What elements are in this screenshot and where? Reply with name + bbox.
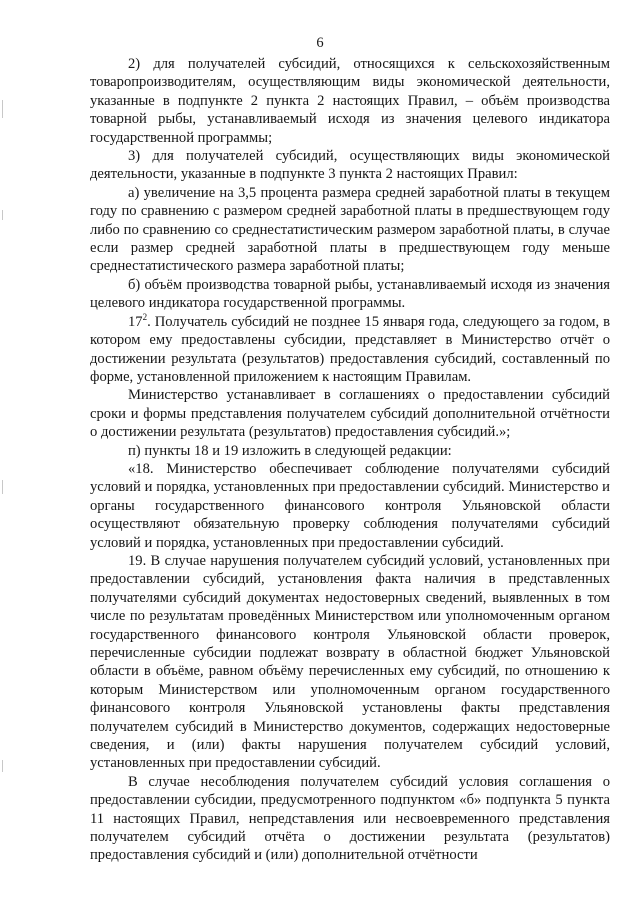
paragraph-item-17-2 [90,313,610,387]
page-number: 6 [316,35,324,51]
paragraph-item-19: 19. В случае нарушения получателем субсидий условий, установленных при предоставлении субсидий, установления факта наличия в представленных получателями субсидий документах недостоверных сведений, выявленных в том числе по результатам проведённых Министерством или уполномоченным органом государственного финансового контроля Ульяновской области проверок, перечисленные субсидии подлежат возврату в областной бюджет Ульяновской области в объёме, равном объёму перечисленных ему субсидий, по отношению к которым Министерством или уполномоченным органом государственного финансового контроля Ульяновской установлены факты представления получателем субсидий в Министерство документов, содержащих недостоверные сведения, и (или) факты нарушения получателем субсидий условий, установленных при предоставлении субсидий. [90,552,610,772]
paragraph-subitem-3: 3) для получателей субсидий, осуществляющих виды экономической деятельности, указанные в подпункте 3 пункта 2 настоящих Правил: [90,148,610,183]
item-text: . Получатель субсидий не позднее 15 января года, следующего за годом, в котором ему предоставлены субсидии, представляет в Министерство отчёт о достижении результата (результатов) предоставления субсидий, составленный по форме, установленной приложением к настоящим Правилам. [90,313,610,385]
document-body [90,55,610,865]
scan-margin-marks [0,60,6,880]
item-number: 17 [128,313,143,330]
paragraph-subitem-b: б) объём производства товарной рыбы, устанавливаемый исходя из значения целевого индикатора государственной программы. [90,276,610,312]
item-superscript: 2 [142,311,148,322]
paragraph-ministry-agreements: Министерство устанавливает в соглашениях о предоставлении субсидий сроки и формы представления получателем субсидий дополнительной отчётности о достижении результата (результатов) предоставления субсидий.»; [90,387,610,441]
paragraph-item-18: «18. Министерство обеспечивает соблюдение получателями субсидий условий и порядка, установленных при предоставлении субсидий. Министерство и органы государственного финансового контроля Ульяновской области осуществляют обязательную проверку соблюдения получателями субсидий условий и порядка, установленных при предоставлении субсидий. [90,460,610,551]
paragraph-noncompliance: В случае несоблюдения получателем субсидий условия соглашения о предоставлении субсидии, предусмотренного подпунктом «б» подпункта 5 пункта 11 настоящих Правил, непредставления или несвоевременного представления получателем субсидий отчёта о достижении результата (результатов) предоставления субсидий и (или) дополнительной отчётности [90,773,610,864]
paragraph-subitem-a: а) увеличение на 3,5 процента размера средней заработной платы в текущем году по сравнению с размером средней заработной платы в предшествующем году либо по сравнению со среднестатистическим размером заработной платы, в случае если размер средней заработной платы в предшествующем году меньше среднестатистического размера заработной платы; [90,184,610,275]
paragraph-subitem-2: 2) для получателей субсидий, относящихся к сельскохозяйственным товаропроизводителям, осуществляющим виды экономической деятельности, указанные в подпункте 2 пункта 2 настоящих Правил, – объём производства товарной рыбы, устанавливаемый исходя из значения целевого индикатора государственной программы; [90,56,610,146]
paragraph-subitem-p: п) пункты 18 и 19 изложить в следующей редакции: [128,442,452,459]
